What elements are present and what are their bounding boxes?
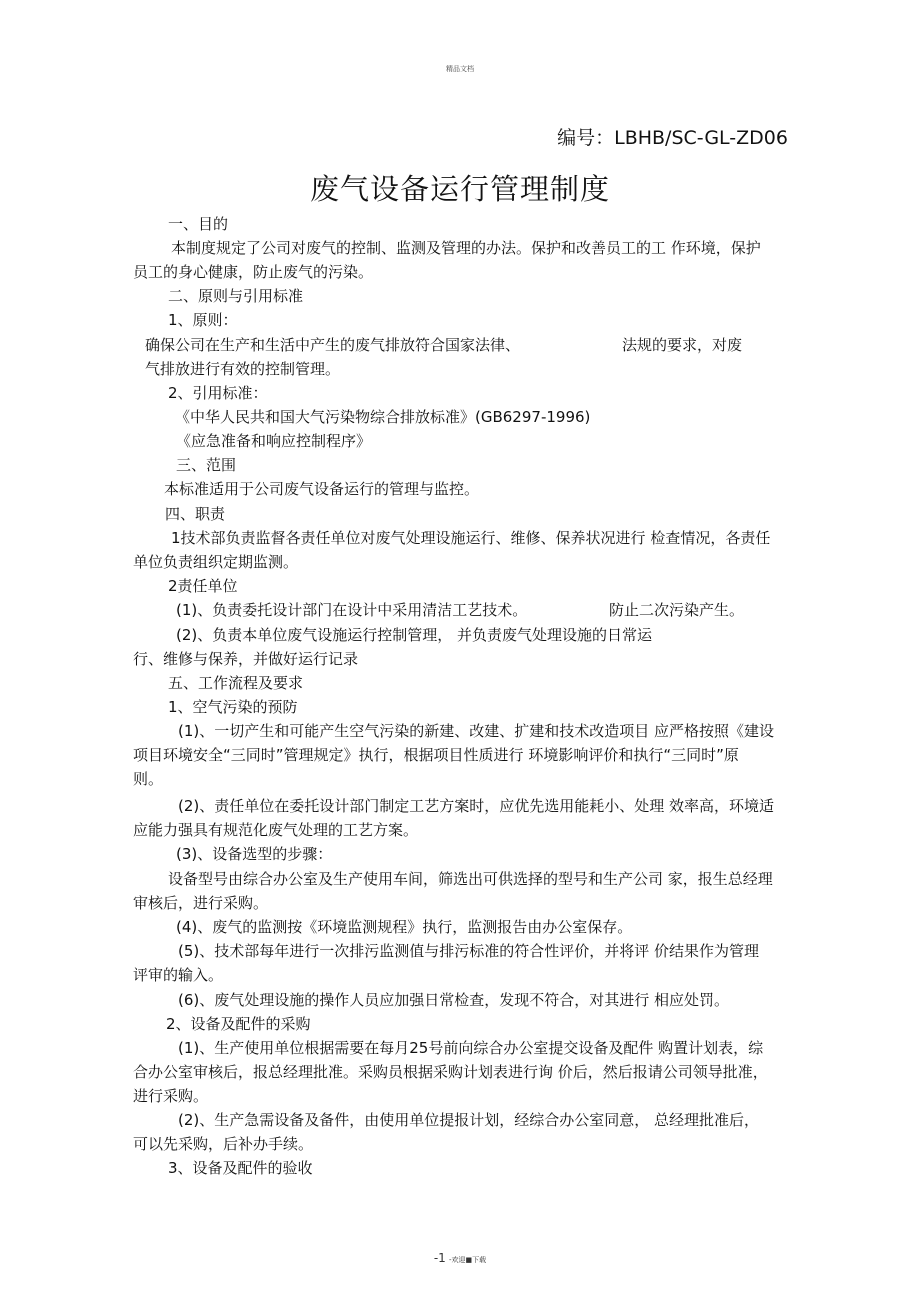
paragraph-line: 合办公室审核后，报总经理批准。采购员根据采购计划表进行询 价后，然后报请公司领导批准，	[133, 1063, 768, 1081]
paragraph-line: 法规的要求，对废	[622, 336, 743, 354]
list-item: 防止二次污染产生。	[609, 601, 745, 619]
list-item: (1)、一切产生和可能产生空气污染的新建、改建、扩建和技术改造项目 应严格按照《建设	[178, 722, 775, 740]
paragraph-line: 员工的身心健康，防止废气的污染。	[133, 263, 374, 281]
subsection-heading: 3、设备及配件的验收	[168, 1159, 313, 1177]
paragraph-line: 气排放进行有效的控制管理。	[145, 360, 341, 378]
paragraph-line: 可以先采购，后补办手续。	[133, 1135, 314, 1153]
paragraph-line: 确保公司在生产和生活中产生的废气排放符合国家法律、	[145, 336, 521, 354]
page-footer	[0, 1251, 920, 1265]
paragraph-line: 应能力强具有规范化废气处理的工艺方案。	[133, 821, 419, 839]
list-item: (2)、责任单位在委托设计部门制定工艺方案时，应优先选用能耗小、处理 效率高，环境适	[178, 797, 775, 815]
subsection-heading: 2、引用标准：	[168, 384, 268, 402]
reference-item: 《应急准备和响应控制程序》	[176, 432, 372, 450]
paragraph-line: 项目环境安全“三同时”管理规定》执行，根据项目性质进行 环境影响评价和执行“三同时”原	[133, 746, 739, 764]
list-item: (1)、生产使用单位根据需要在每月25号前向综合办公室提交设备及配件 购置计划表，综	[178, 1039, 764, 1057]
list-item: (2)、负责本单位废气设施运行控制管理， 并负责废气处理设施的日常运	[176, 626, 653, 644]
document-number: 编号：LBHB/SC-GL-ZD06	[557, 127, 788, 149]
subsection-heading: 1、原则：	[168, 311, 238, 329]
paragraph-line: 本标准适用于公司废气设备运行的管理与监控。	[164, 480, 480, 498]
paragraph-line: 1技术部负责监督各责任单位对废气处理设施运行、维修、保养状况进行 检查情况，各责任	[171, 529, 771, 547]
paragraph-line: 单位负责组织定期监测。	[133, 553, 299, 571]
paragraph-line: 行、维修与保养，并做好运行记录	[133, 650, 359, 668]
section-heading: 五、工作流程及要求	[168, 674, 304, 692]
paragraph-line: 审核后，进行采购。	[133, 894, 269, 912]
list-item: (1)、负责委托设计部门在设计中采用清洁工艺技术。	[176, 601, 528, 619]
list-item: (6)、废气处理设施的操作人员应加强日常检查，发现不符合，对其进行 相应处罚。	[178, 991, 730, 1009]
footer-suffix: -欢迎■下载	[449, 1256, 487, 1264]
list-item: (4)、废气的监测按《环境监测规程》执行，监测报告由办公室保存。	[176, 918, 633, 936]
list-item: (2)、生产急需设备及备件，由使用单位提报计划，经综合办公室同意， 总经理批准后，	[178, 1111, 760, 1129]
list-item: (5)、技术部每年进行一次排污监测值与排污标准的符合性评价，并将评 价结果作为管理	[178, 942, 760, 960]
subsection-heading: 1、空气污染的预防	[168, 698, 298, 716]
paragraph-line: 评审的输入。	[133, 966, 224, 984]
list-item: (3)、设备选型的步骤：	[176, 845, 333, 863]
page-header: 精品文档	[446, 65, 474, 73]
section-heading: 三、范围	[176, 456, 237, 474]
paragraph-line: 进行采购。	[133, 1087, 209, 1105]
subsection-heading: 2责任单位	[168, 577, 238, 595]
section-heading: 一、目的	[168, 215, 229, 233]
reference-item: 《中华人民共和国大气污染物综合排放标准》(GB6297-1996)	[175, 408, 591, 426]
section-heading: 二、原则与引用标准	[168, 287, 304, 305]
subsection-heading: 2、设备及配件的采购	[166, 1015, 311, 1033]
document-title: 废气设备运行管理制度	[309, 172, 610, 206]
section-heading: 四、职责	[165, 505, 226, 523]
paragraph-line: 本制度规定了公司对废气的控制、监测及管理的办法。保护和改善员工的工 作环境，保护	[171, 239, 761, 257]
paragraph-line: 则。	[133, 770, 164, 788]
paragraph-line: 设备型号由综合办公室及生产使用车间，筛选出可供选择的型号和生产公司 家，报生总经理	[168, 870, 773, 888]
page-number: -1	[433, 1251, 446, 1265]
